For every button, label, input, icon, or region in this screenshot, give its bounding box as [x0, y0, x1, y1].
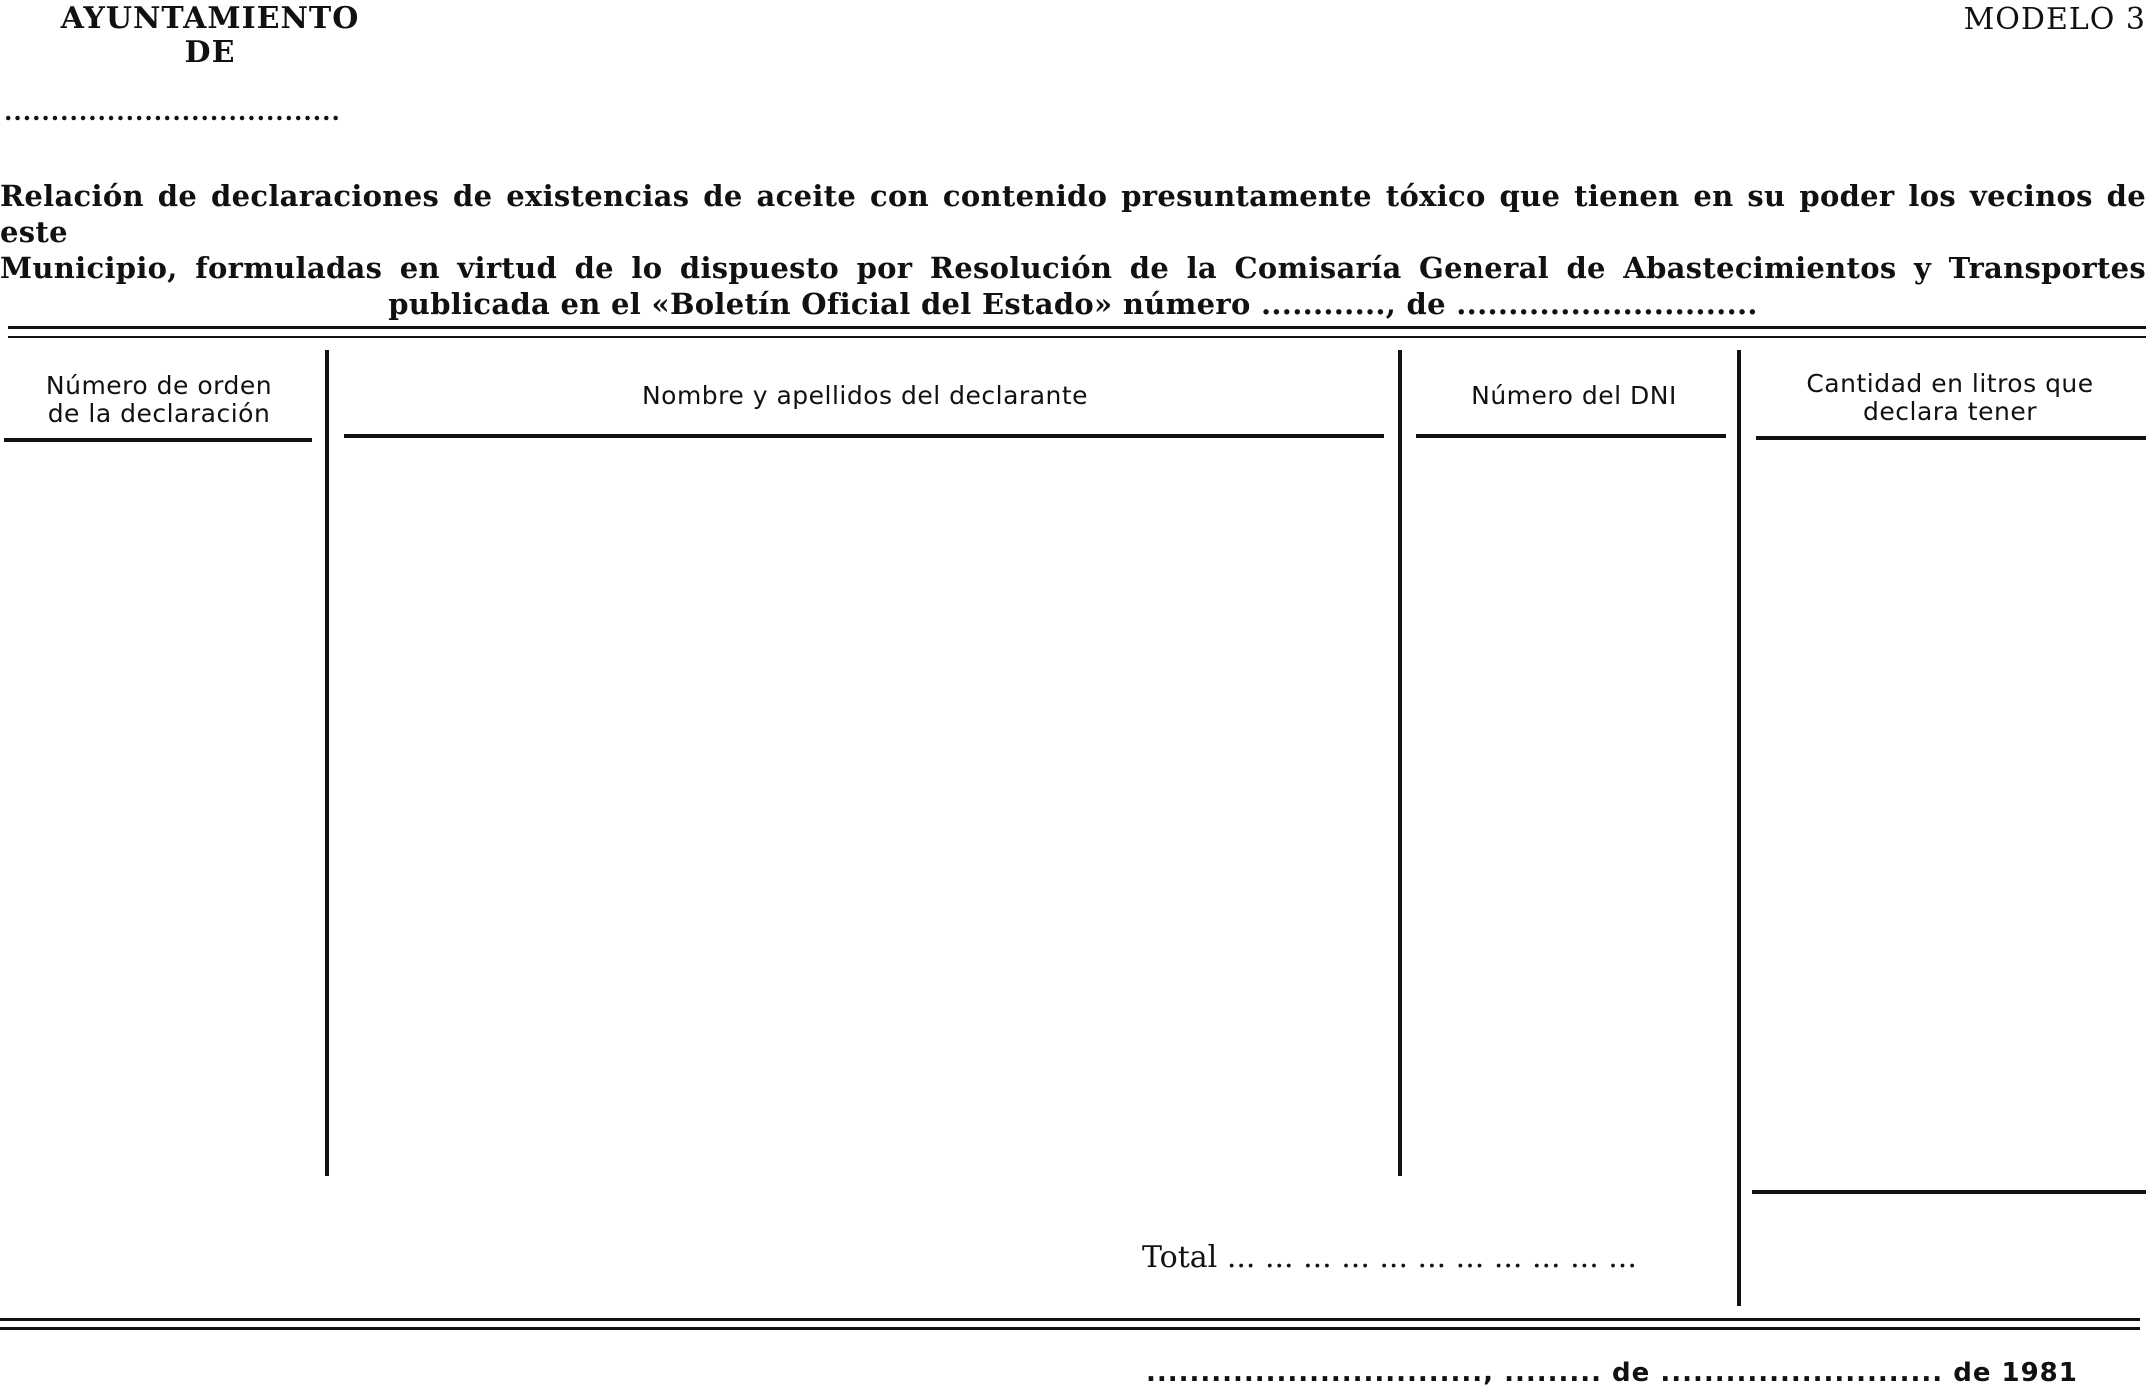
title-line-3: publicada en el «Boletín Oficial del Estado» número ............, de ............................. [388, 287, 1758, 321]
model-label: MODELO 3 [1963, 2, 2146, 37]
header-underline-3 [1416, 434, 1726, 438]
header-underline-2 [344, 434, 1384, 438]
municipality-name-field: .................................... [4, 97, 341, 126]
top-rule-2 [8, 336, 2146, 338]
document-title [0, 178, 2146, 322]
column-divider-3 [1737, 350, 1741, 1306]
total-label: Total ... ... ... ... ... ... ... ... ... ... ... [1142, 1240, 1637, 1275]
column-header-order-number: Número de orden de la declaración [45, 371, 273, 428]
column-header-quantity: Cantidad en litros que declara tener [1806, 369, 2094, 426]
municipality-header [40, 2, 380, 70]
title-line-1: Relación de declaraciones de existencias de aceite con contenido presuntamente tóxico que tienen en su poder los vecinos de este [0, 179, 2146, 249]
header-underline-1 [4, 438, 312, 442]
header-underline-4 [1756, 436, 2146, 440]
title-line-2: Municipio, formuladas en virtud de lo dispuesto por Resolución de la Comisaría General de Abastecimientos y Transportes [0, 251, 2146, 285]
top-rule-1 [8, 326, 2146, 329]
column-divider-2 [1398, 350, 1402, 1176]
column-header-name: Nombre y apellidos del declarante [641, 381, 1089, 410]
total-cell-rule [1752, 1190, 2146, 1194]
bottom-rule-1 [0, 1318, 2140, 1321]
bottom-rule-2 [0, 1327, 2140, 1330]
column-divider-1 [325, 350, 329, 1176]
municipality-label: AYUNTAMIENTO [60, 1, 360, 36]
municipality-label-de: DE [184, 35, 236, 70]
place-date-line: ..............................., ......... de .......................... de 1981 [1146, 1358, 2078, 1388]
column-header-dni: Número del DNI [1471, 381, 1677, 410]
